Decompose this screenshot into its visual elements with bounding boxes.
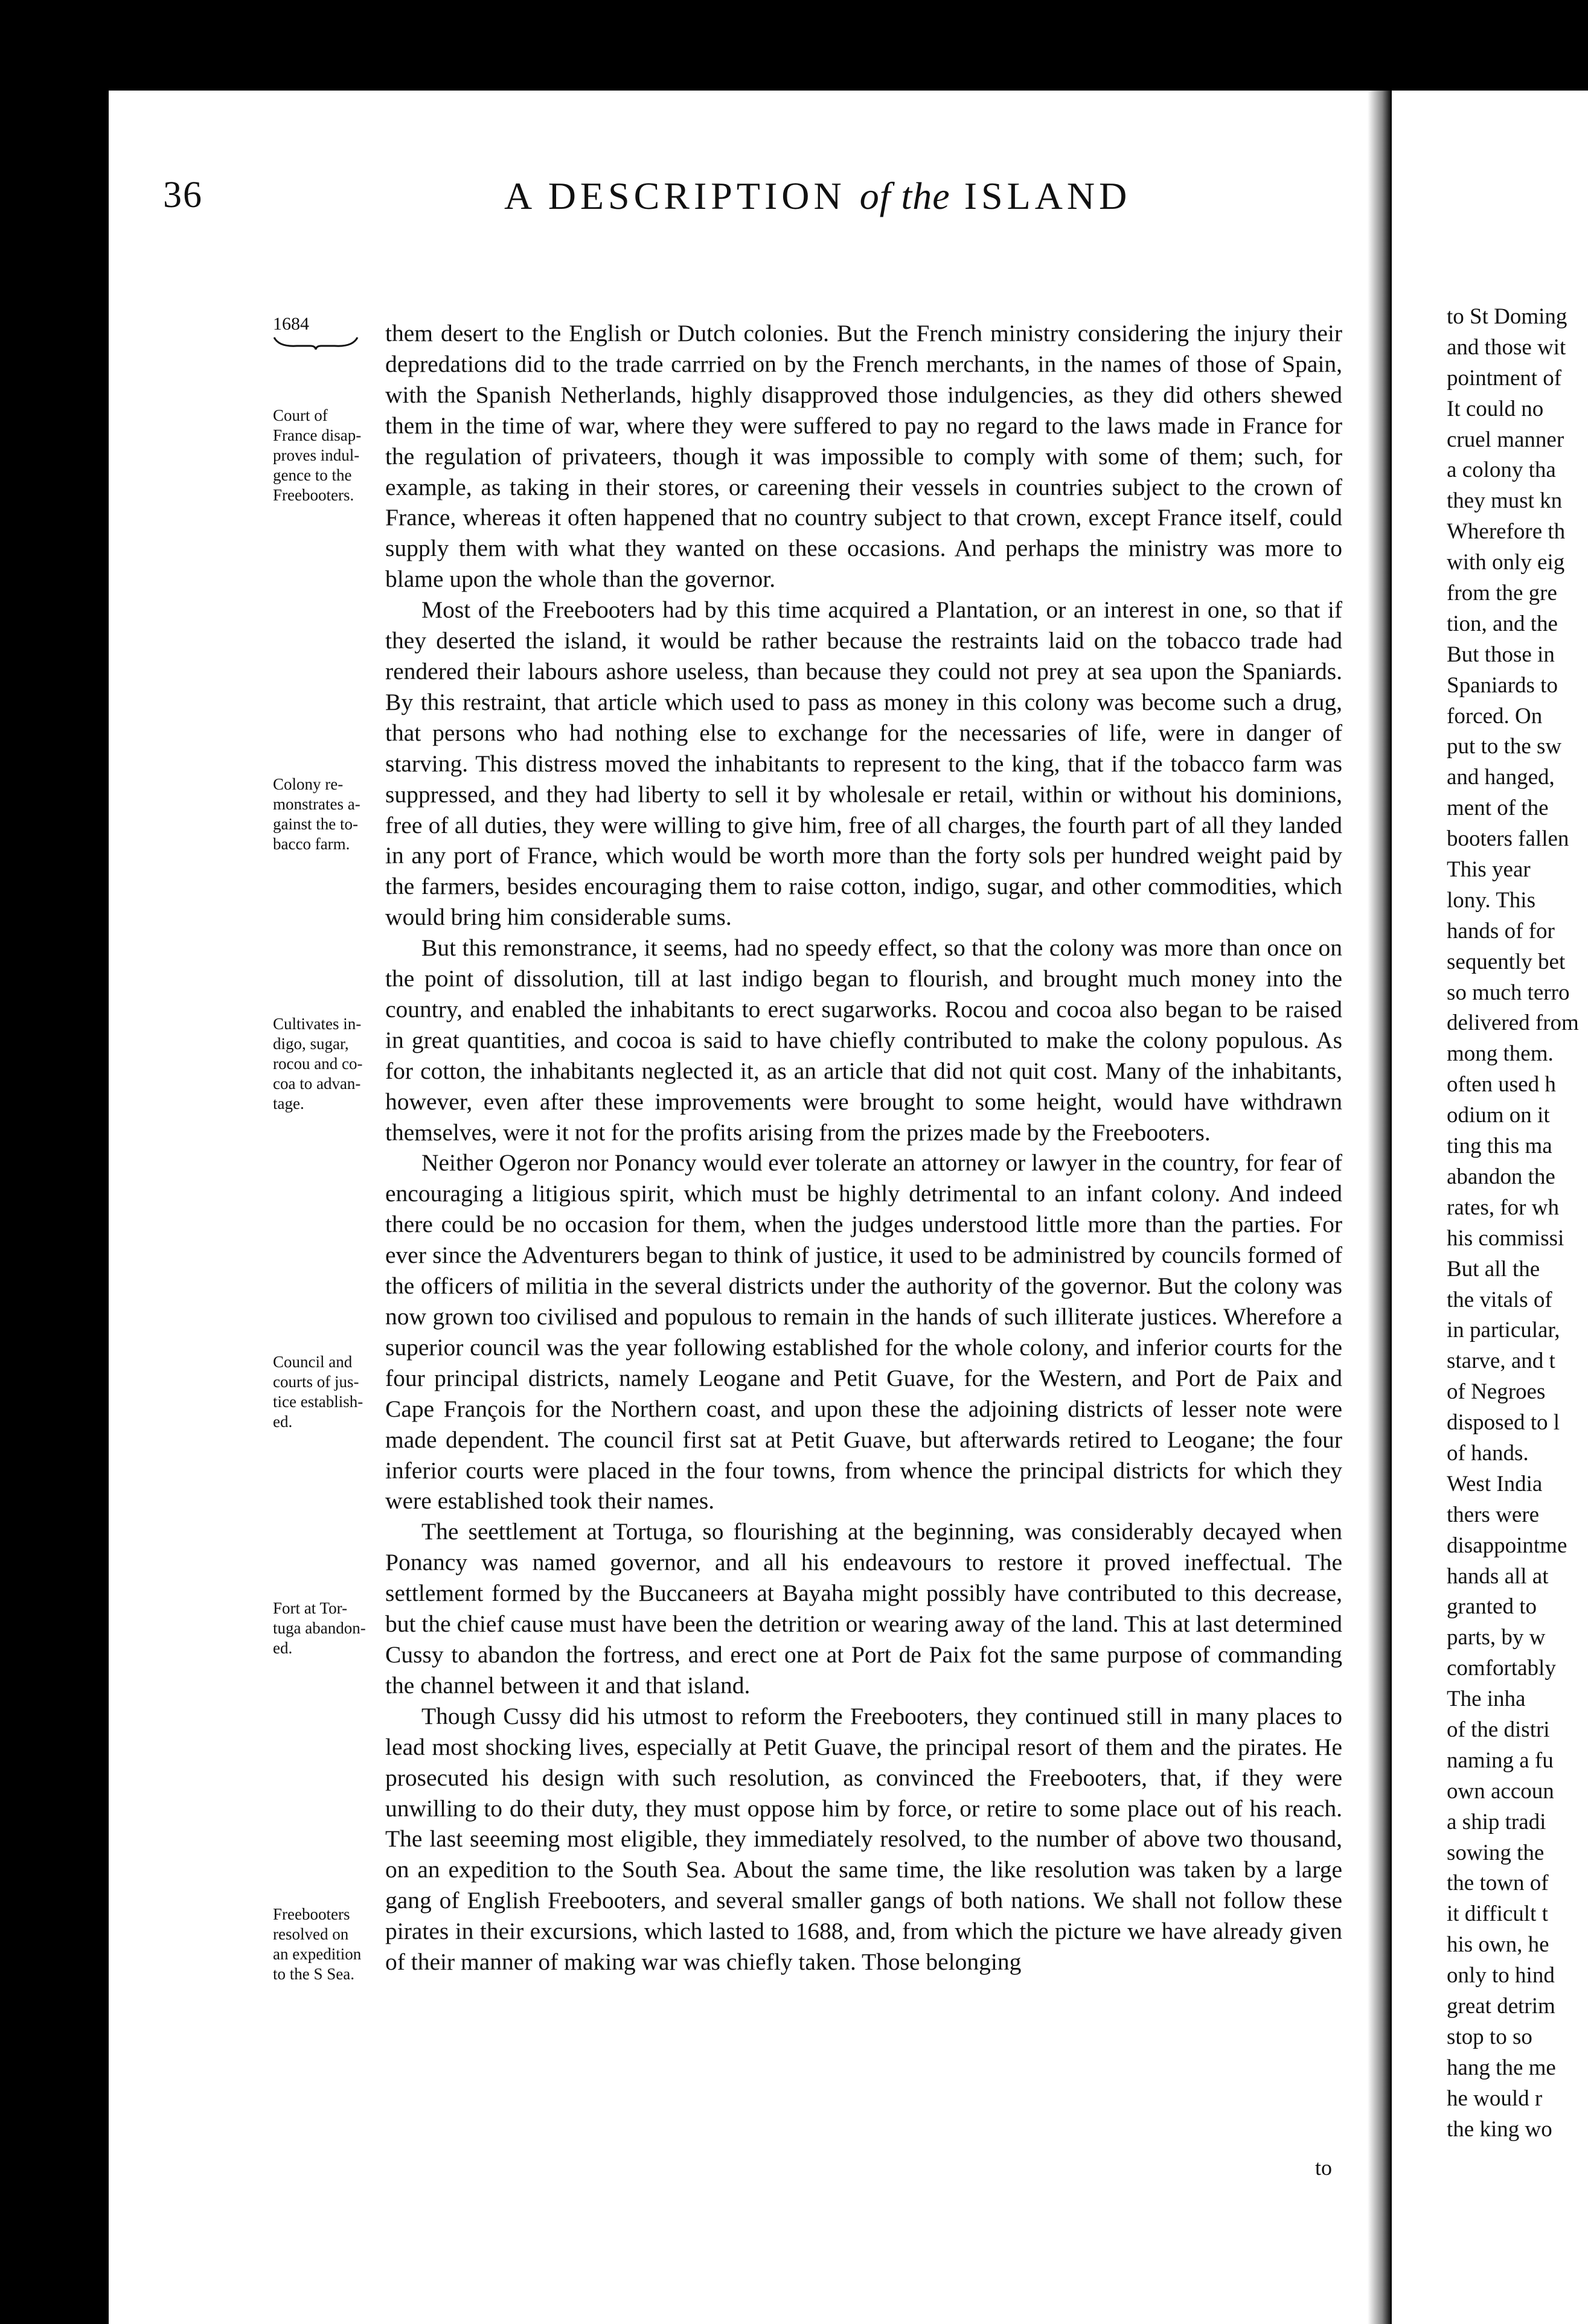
right-page-line: comfortably	[1447, 1656, 1556, 1681]
right-page-line: rates, for wh	[1447, 1195, 1559, 1220]
right-page-line: hang the me	[1447, 2055, 1556, 2080]
running-head	[504, 174, 1131, 219]
right-page-line: granted to	[1447, 1594, 1537, 1620]
right-page-line: Spaniards to	[1447, 672, 1558, 698]
right-page-line: disappointme	[1447, 1533, 1567, 1558]
right-page-line: the king wo	[1447, 2116, 1552, 2142]
paragraph: But this remonstrance, it seems, had no speedy effect, so that the colony was more than once on the point of dissolution, till at last indigo began to flourish, and brought much money into the country, and enabled the inhabitants to erect sugarworks. Rocou and cocoa also began to be raised in great quantities, and cocoa is said to have chiefly contributed to make the colony populous. As for cotton, the inhabitants neglected it, as an article that did not quit cost. Many of the inhabitants, however, even after these improvements were brought to some height, would have withdrawn themselves, were it not for the profits arising from the prizes made by the Freebooters.	[385, 934, 1342, 1146]
right-page-line: hands all at	[1447, 1563, 1549, 1589]
right-page-line: West India	[1447, 1471, 1543, 1496]
right-page-line: abandon the	[1447, 1164, 1555, 1189]
year-brace	[273, 335, 359, 351]
right-page-line: and hanged,	[1447, 765, 1555, 790]
right-page-line: This year	[1447, 857, 1531, 883]
right-page-line: his own, he	[1447, 1932, 1549, 1958]
margin-note-colony: Colony re- monstrates a- gainst the to- bacco farm.	[273, 775, 360, 853]
margin-year: 1684	[273, 314, 309, 334]
margin-note-cultivates: Cultivates in- digo, sugar, rocou and co- coa to advan- tage.	[273, 1015, 363, 1113]
right-page-line: his commissi	[1447, 1225, 1564, 1251]
right-page-line: in particular,	[1447, 1318, 1560, 1343]
right-page-line: and those wit	[1447, 334, 1566, 360]
right-page-line: odium on it	[1447, 1103, 1550, 1128]
right-page-line: pointment of	[1447, 365, 1562, 391]
right-page-line: But all the	[1447, 1256, 1540, 1282]
right-page-line: booters fallen	[1447, 826, 1569, 852]
right-page-line: It could no	[1447, 396, 1544, 421]
paragraph: Neither Ogeron nor Ponancy would ever tolerate an attorney or lawyer in the country, for fear of encouraging a litigious spirit, which must be highly detrimental to an infant colony. And indeed there could be no occasion for them, when the judges understood little more than the parties. For ever since the Adventurers began to think of justice, it used to be administred by councils formed of the officers of militia in the several districts under the authority of the governor. But the colony was now grown too civilised and populous to remain in the hands of such illiterate justices. Wherefore a superior council was the year following established for the whole colony, and inferior courts for the four principal districts, namely Leogane and Petit Guave, for the Western, and Port de Paix and Cape François for the Northern coast, and upon these the adjoining districts of lesser note were made dependent. The council first sat at Petit Guave, but afterwards retired to Leogane; the four inferior courts were placed in the four towns, from whence the principal districts for which they were established took their names.	[385, 1149, 1342, 1515]
right-page-line: But those in	[1447, 642, 1555, 667]
right-page-line: cruel manner	[1447, 427, 1564, 452]
right-page-line: ting this ma	[1447, 1134, 1552, 1159]
right-page-line: parts, by w	[1447, 1625, 1546, 1650]
right-page-line: sowing the	[1447, 1840, 1545, 1865]
right-page-line: thers were	[1447, 1502, 1540, 1527]
right-page-line: so much terro	[1447, 980, 1570, 1005]
margin-note-fort: Fort at Tor- tuga abandon- ed.	[273, 1599, 366, 1657]
right-page-line: The inha	[1447, 1687, 1526, 1712]
right-page-line: Wherefore th	[1447, 519, 1566, 544]
right-page-line: sequently bet	[1447, 949, 1566, 974]
right-page-line: delivered from	[1447, 1010, 1579, 1036]
right-page-line: put to the sw	[1447, 734, 1562, 759]
right-page-line: they must kn	[1447, 488, 1563, 514]
right-page-line: only to hind	[1447, 1963, 1555, 1988]
paragraph: The seettlement at Tortuga, so flourishing at the beginning, was considerably decayed when Ponancy was named governor, and all his endeavours to restore it proved ineffectual. The settlement formed by the Buccaneers at Bayaha might possibly have contributed to this decrease, but the chief cause must have been the detrition or wearing away of the land. This at last determined Cussy to abandon the fortress, and erect one at Port de Paix fot the same purpose of commanding the channel between it and that island.	[385, 1518, 1342, 1699]
margin-note-council: Council and courts of jus- tice establish- ed.	[273, 1353, 363, 1431]
right-page-line: the town of	[1447, 1871, 1549, 1896]
right-page-line: often used h	[1447, 1072, 1556, 1097]
margin-note-freebooters: Freebooters resolved on an expedition to the S Sea.	[273, 1905, 362, 1983]
right-page-text	[1447, 302, 1588, 2145]
right-page-line: lony. This	[1447, 887, 1535, 913]
right-page-line: ment of the	[1447, 796, 1549, 821]
right-page-line: tion, and the	[1447, 611, 1558, 636]
right-page-line: from the gre	[1447, 581, 1557, 606]
margin-note-court: Court of France disap- proves indul- gence to the Freebooters.	[273, 406, 362, 504]
right-page-line: of the distri	[1447, 1717, 1550, 1742]
right-page-line: he would r	[1447, 2086, 1543, 2111]
right-page-line: with only eig	[1447, 550, 1565, 575]
running-head-of: of the	[859, 174, 950, 217]
right-page-line: forced. On	[1447, 703, 1543, 729]
right-page-line: to St Doming	[1447, 304, 1567, 329]
right-page-line: starve, and t	[1447, 1349, 1555, 1374]
paragraph: Most of the Freebooters had by this time acquired a Plantation, or an interest in one, so that if they deserted the island, it would be rather because the restraints laid on the tobacco trade had rendered their labours ashore useless, than because they could not prey at sea upon the Spaniards. By this restraint, that article which used to pass as money in this colony was become such a drug, that persons who had nothing else to exchange for the necessaries of life, were in danger of starving. This distress moved the inhabitants to represent to the king, that if the tobacco farm was suppressed, and they had liberty to sell it by wholesale er retail, within or without his dominions, free of all duties, they were willing to give him, free of all charges, the fourth part of all they landed in any port of France, which would be worth more than the forty sols per hundred weight paid by the farmers, besides encouraging them to raise cotton, indigo, sugar, and other commodities, which would bring him considerable sums.	[385, 596, 1342, 931]
right-page-line: a colony tha	[1447, 458, 1556, 483]
catchword: to	[1315, 2156, 1333, 2180]
paragraph: Though Cussy did his utmost to reform the Freebooters, they continued still in many places to lead most shocking lives, especially at Petit Guave, the principal resort of them and the pirates. He prosecuted his design with such resolution, as convinced the Freebooters, that, if they were unwilling to do their duty, they must oppose him by force, or retire to some place out of his reach. The last seeeming most eligible, they immediately resolved, to the number of above two thousand, on an expedition to the South Sea. About the same time, the like resolution was taken by a large gang of English Freebooters, and several smaller gangs of both nations. We shall not follow these pirates in their excursions, which lasted to 1688, and, from which the picture we have already given of their manner of making war was chiefly taken. Those belonging	[385, 1702, 1342, 1976]
running-head-part1: A DESCRIPTION	[504, 174, 846, 217]
right-page-line: naming a fu	[1447, 1748, 1554, 1773]
body-text	[385, 318, 1342, 1978]
book-gutter	[1368, 91, 1392, 2324]
right-page-line: own accoun	[1447, 1778, 1554, 1804]
right-page-line: hands of for	[1447, 918, 1555, 943]
paragraph: them desert to the English or Dutch colonies. But the French ministry considering the injury their depredations did to the trade carrried on by the French merchants, in the names of those of Spain, with the Spanish Netherlands, highly disapproved those indulgencies, as they did others shewed them in the time of war, where they were suffered to pay no regard to the laws made in France for the regulation of privateers, though it was impossible to comply with some of them; such, for example, as taking in their stores, or careening their vessels in countries subject to the crown of France, whereas it often happened that no country subject to that crown, except France itself, could supply them with what they wanted on these occasions. And perhaps the ministry was more to blame upon the whole than the governor.	[385, 320, 1342, 593]
right-page-line: stop to so	[1447, 2024, 1532, 2049]
right-page-line: of Negroes	[1447, 1379, 1546, 1405]
right-page-line: the vitals of	[1447, 1287, 1552, 1312]
page-header	[163, 174, 1208, 228]
right-page-line: a ship tradi	[1447, 1809, 1546, 1834]
right-page-line: mong them.	[1447, 1041, 1554, 1067]
right-page-line: disposed to l	[1447, 1410, 1560, 1435]
right-page-line: it difficult t	[1447, 1901, 1548, 1927]
running-head-part2: ISLAND	[964, 174, 1132, 217]
page-number: 36	[163, 174, 203, 215]
right-page-line: great detrim	[1447, 1993, 1555, 2019]
right-page-line: of hands.	[1447, 1440, 1529, 1466]
